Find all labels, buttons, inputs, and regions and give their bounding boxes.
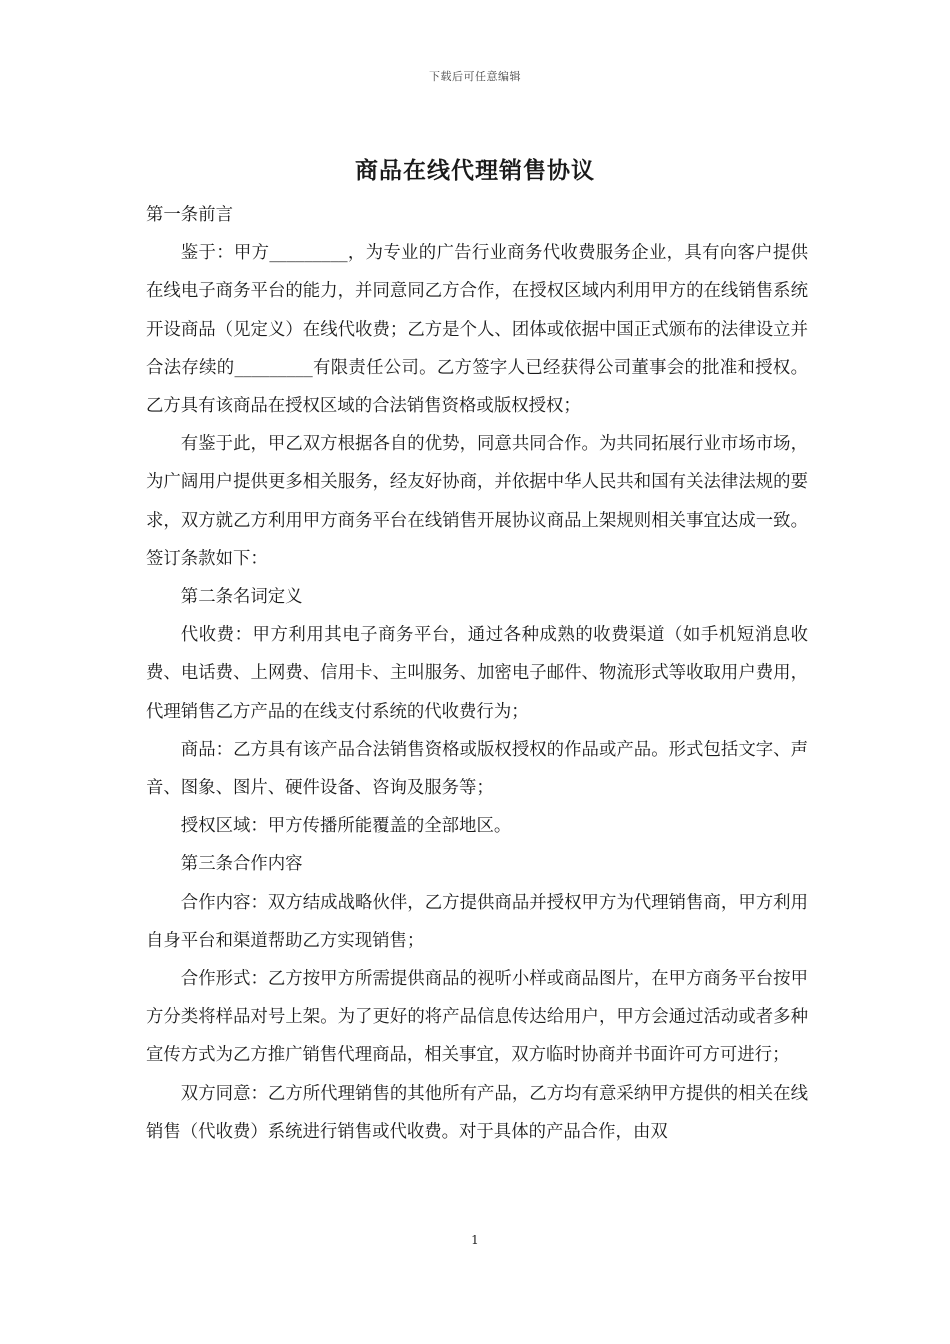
page-number: 1 [471,1233,479,1247]
paragraph-agreement: 有鉴于此，甲乙双方根据各自的优势，同意共同合作。为共同拓展行业市场市场，为广阔用户提供更多相关服务，经友好协商，并依据中华人民共和国有关法律法规的要求，双方就乙方利用甲方商务平台在线销售开展协议商品上架规则相关事宜达成一致。签订条款如下： [146,434,808,569]
paragraph-cooperation-content: 合作内容：双方结成战略伙伴，乙方提供商品并授权甲方为代理销售商，甲方利用自身平台和渠道帮助乙方实现销售； [146,892,808,951]
paragraph-definition-goods: 商品：乙方具有该产品合法销售资格或版权授权的作品或产品。形式包括文字、声音、图象、图片、硬件设备、咨询及服务等； [146,739,808,799]
paragraph-whereas: 鉴于：甲方_________，为专业的广告行业商务代收费服务企业，具有向客户提供在线电子商务平台的能力，并同意同乙方合作，在授权区域内利用甲方的在线销售系统开设商品（见定义）在线代收费；乙方是个人、团体或依据中国正式颁布的法律设立并合法存续的_________有限责任公司。乙方签字人已经获得公司董事会的批准和授权。乙方具有该商品在授权区域的合法销售资格或版权授权； [146,243,808,417]
section-heading-preface: 第一条前言 [146,205,233,225]
section-heading-cooperation: 第三条合作内容 [180,854,303,875]
paragraph-definition-collection: 代收费：甲方利用其电子商务平台，通过各种成熟的收费渠道（如手机短消息收费、电话费、上网费、信用卡、主叫服务、加密电子邮件、物流形式等收取用户费用，代理销售乙方产品的在线支付系统的代收费行为； [146,625,808,722]
header-note: 下载后可任意编辑 [429,70,521,83]
paragraph-definition-region: 授权区域：甲方传播所能覆盖的全部地区。 [180,816,512,837]
document-body [146,196,808,1151]
paragraph-cooperation-form: 合作形式：乙方按甲方所需提供商品的视听小样或商品图片，在甲方商务平台按甲方分类将样品对号上架。为了更好的将产品信息传达给用户，甲方会通过活动或者多种宣传方式为乙方推广销售代理商品，相关事宜，双方临时协商并书面许可方可进行； [146,969,808,1066]
paragraph-mutual-consent: 双方同意：乙方所代理销售的其他所有产品，乙方均有意采纳甲方提供的相关在线销售（代收费）系统进行销售或代收费。对于具体的产品合作，由双 [146,1083,808,1142]
document-title: 商品在线代理销售协议 [355,158,595,184]
section-heading-definitions: 第二条名词定义 [180,587,303,608]
